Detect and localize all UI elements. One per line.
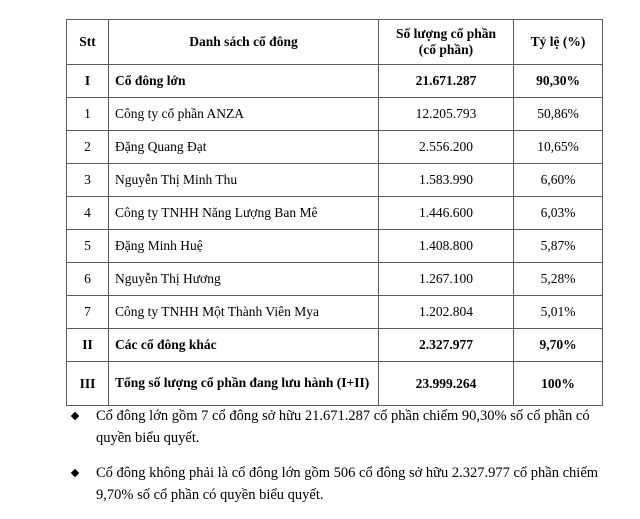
table-row xyxy=(67,329,603,362)
list-item xyxy=(62,405,622,450)
table-row xyxy=(67,296,603,329)
column-header-name: Danh sách cổ đông xyxy=(109,20,379,65)
column-header-quantity-line2: (cổ phần) xyxy=(418,42,474,57)
note-text: Cổ đông lớn gồm 7 cổ đông sở hữu 21.671.287 cổ phần chiếm 90,30% số cổ phần có quyền biểu quyết. xyxy=(96,408,590,447)
cell-quantity: 1.202.804 xyxy=(379,296,514,329)
table-row xyxy=(67,65,603,98)
cell-stt: 2 xyxy=(67,131,109,164)
cell-quantity: 2.327.977 xyxy=(379,329,514,362)
cell-stt: III xyxy=(67,362,109,406)
notes-list xyxy=(62,405,622,519)
table-row xyxy=(67,98,603,131)
cell-stt: I xyxy=(67,65,109,98)
cell-percent: 5,01% xyxy=(514,296,603,329)
cell-quantity: 1.408.800 xyxy=(379,230,514,263)
table-body xyxy=(67,65,603,406)
cell-quantity: 12.205.793 xyxy=(379,98,514,131)
cell-name: Công ty TNHH Một Thành Viên Mya xyxy=(109,296,379,329)
cell-name: Công ty TNHH Năng Lượng Ban Mê xyxy=(109,197,379,230)
diamond-bullet-icon xyxy=(71,412,79,420)
column-header-percent: Tỷ lệ (%) xyxy=(514,20,603,65)
cell-stt: 7 xyxy=(67,296,109,329)
cell-quantity: 1.583.990 xyxy=(379,164,514,197)
cell-stt: 5 xyxy=(67,230,109,263)
table-row xyxy=(67,164,603,197)
table-row xyxy=(67,197,603,230)
cell-quantity: 1.446.600 xyxy=(379,197,514,230)
table-row xyxy=(67,263,603,296)
column-header-quantity-line1: Số lượng cổ phần xyxy=(396,26,496,42)
cell-percent: 10,65% xyxy=(514,131,603,164)
column-header-stt: Stt xyxy=(67,20,109,65)
cell-percent: 5,87% xyxy=(514,230,603,263)
cell-stt: 6 xyxy=(67,263,109,296)
cell-quantity: 23.999.264 xyxy=(379,362,514,406)
diamond-bullet-icon xyxy=(71,469,79,477)
cell-percent: 9,70% xyxy=(514,329,603,362)
table-row xyxy=(67,131,603,164)
cell-name: Nguyễn Thị Hương xyxy=(109,263,379,296)
cell-quantity: 21.671.287 xyxy=(379,65,514,98)
cell-stt: 1 xyxy=(67,98,109,131)
cell-stt: 3 xyxy=(67,164,109,197)
cell-name: Nguyễn Thị Minh Thu xyxy=(109,164,379,197)
cell-percent: 100% xyxy=(514,362,603,406)
table-row xyxy=(67,230,603,263)
cell-name: Cổ đông lớn xyxy=(109,65,379,98)
table-row xyxy=(67,362,603,406)
cell-name: Tổng số lượng cổ phần đang lưu hành (I+II) xyxy=(109,362,379,406)
cell-percent: 50,86% xyxy=(514,98,603,131)
shareholder-table xyxy=(66,19,603,406)
cell-percent: 5,28% xyxy=(514,263,603,296)
cell-percent: 6,60% xyxy=(514,164,603,197)
table-header-row xyxy=(67,20,603,65)
cell-percent: 90,30% xyxy=(514,65,603,98)
cell-name: Đặng Minh Huệ xyxy=(109,230,379,263)
cell-percent: 6,03% xyxy=(514,197,603,230)
table-header xyxy=(67,20,603,65)
cell-name: Công ty cổ phần ANZA xyxy=(109,98,379,131)
cell-quantity: 2.556.200 xyxy=(379,131,514,164)
list-item xyxy=(62,462,622,507)
cell-quantity: 1.267.100 xyxy=(379,263,514,296)
cell-name: Đặng Quang Đạt xyxy=(109,131,379,164)
shareholder-table-container xyxy=(66,19,602,406)
note-text: Cổ đông không phải là cổ đông lớn gồm 506 cổ đông sở hữu 2.327.977 cổ phần chiếm 9,70% số cổ phần có quyền biểu quyết. xyxy=(96,464,599,504)
cell-stt: II xyxy=(67,329,109,362)
column-header-quantity xyxy=(379,20,514,65)
cell-name: Các cổ đông khác xyxy=(109,329,379,362)
cell-stt: 4 xyxy=(67,197,109,230)
